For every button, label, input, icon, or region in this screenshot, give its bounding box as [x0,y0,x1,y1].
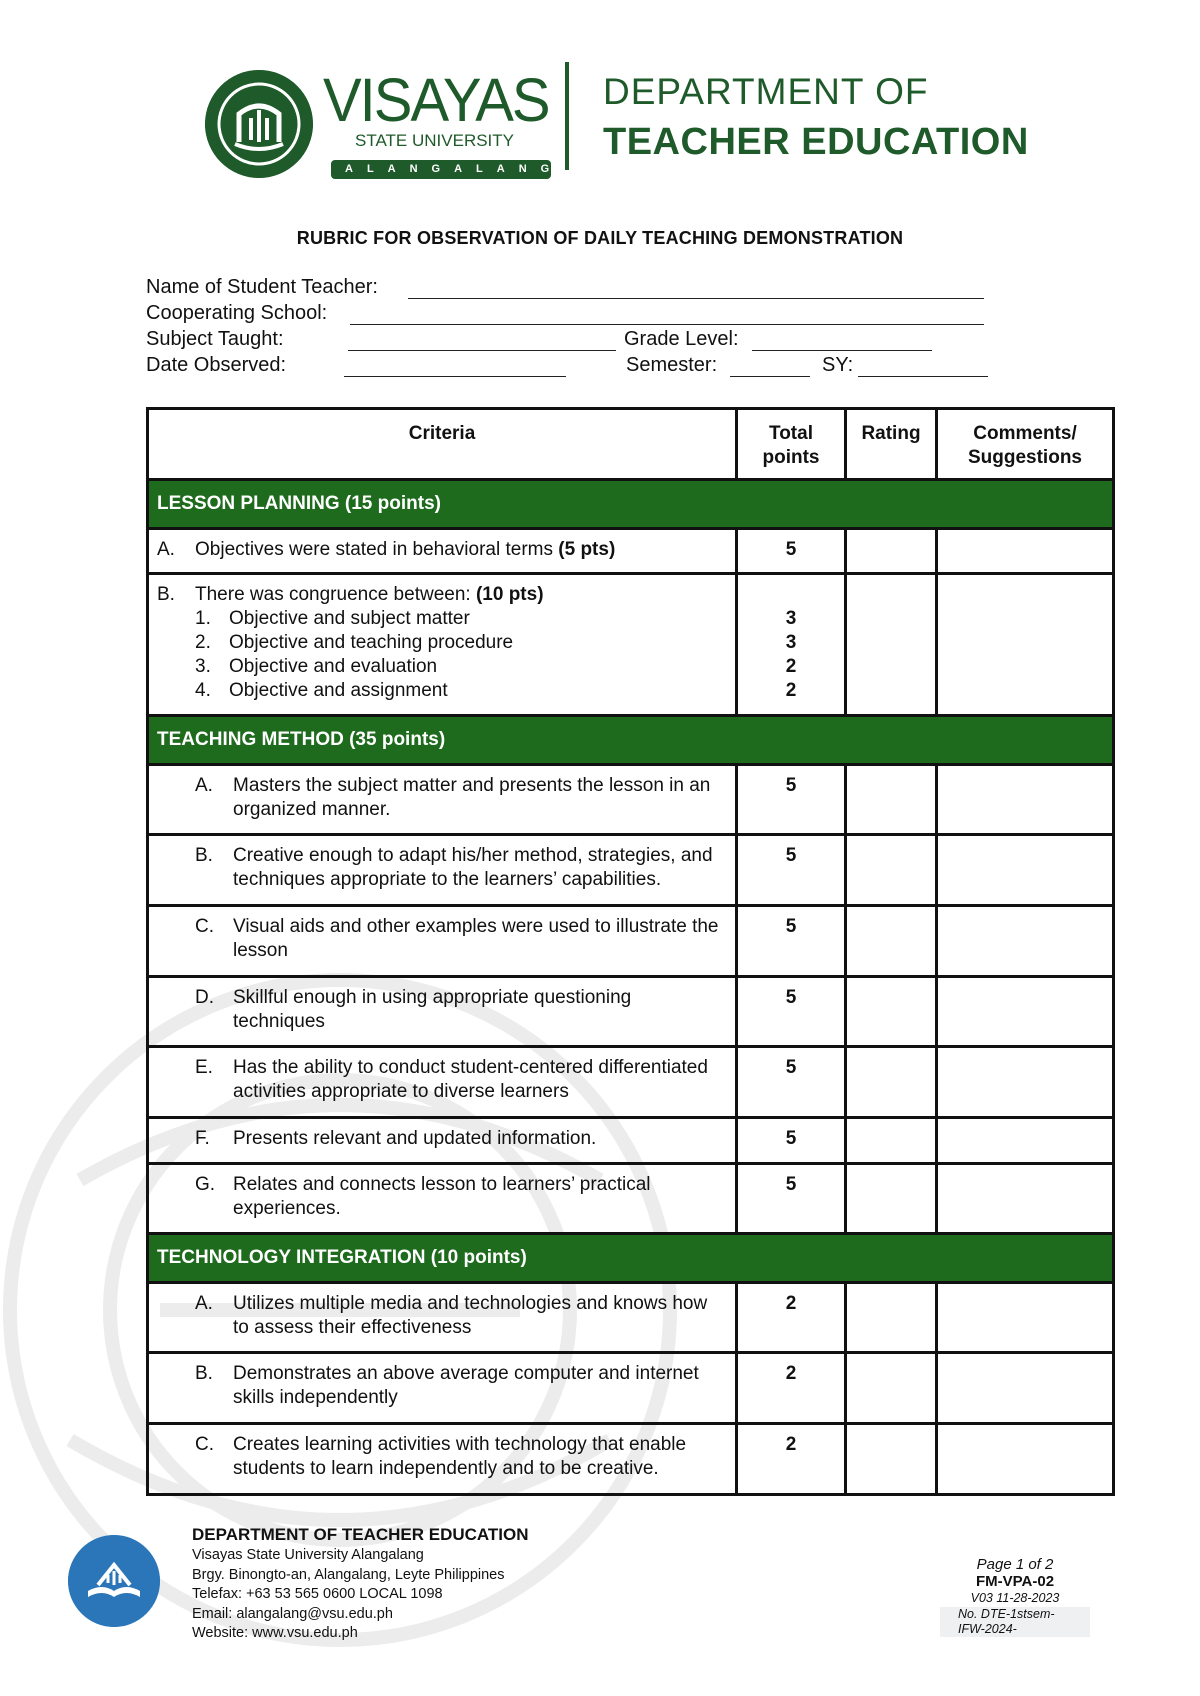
brand-campus: ALANGALANG [331,160,551,179]
comments-cell[interactable] [937,1164,1114,1234]
rating-cell[interactable] [846,1283,937,1353]
footer-email: Email: alangalang@vsu.edu.ph [192,1605,393,1622]
comments-cell[interactable] [937,574,1114,716]
table-row [148,906,1114,977]
criterion-cell: C. Visual aids and other examples were used to illustrate the lesson [148,906,737,977]
criterion-cell: A. Masters the subject matter and presents the lesson in an organized manner. [148,765,737,835]
table-row [148,1118,1114,1164]
points-cell: 5 [737,1118,846,1164]
comments-cell[interactable] [937,1283,1114,1353]
letterhead [205,60,1085,190]
criterion-cell: D. Skillful enough in using appropriate questioning techniques [148,977,737,1047]
comments-cell[interactable] [937,977,1114,1047]
criterion-cell: B. There was congruence between: (10 pts) 1. Objective and subject matter 2. Objective and teaching procedure 3. Objective and evaluation 4. Objective and assignment [148,574,737,716]
points-cell: 5 [737,906,846,977]
table-header-row [148,409,1114,480]
header-divider [565,62,569,170]
table-row [148,1047,1114,1118]
comments-cell[interactable] [937,529,1114,574]
grade-label: Grade Level: [624,328,739,350]
document-title: RUBRIC FOR OBSERVATION OF DAILY TEACHING DEMONSTRATION [296,228,904,248]
points-cell: 5 [737,765,846,835]
criterion-cell: G. Relates and connects lesson to learners’ practical experiences. [148,1164,737,1234]
comments-cell[interactable] [937,1118,1114,1164]
date-row [146,354,986,380]
semester-field[interactable] [730,376,810,377]
criterion-cell: B. Demonstrates an above average computer and internet skills independently [148,1353,737,1424]
points-cell: 2 [737,1353,846,1424]
total-points-header: Total points [737,409,846,480]
brand-sub: STATE UNIVERSITY [355,131,515,150]
footer-contact [192,1524,529,1644]
dept-line2: TEACHER EDUCATION [603,121,1029,163]
rating-cell[interactable] [846,574,937,716]
points-cell: 5 [737,835,846,906]
rating-cell[interactable] [846,1353,937,1424]
sy-field[interactable] [858,376,988,377]
sub-criterion: 1. Objective and subject matter [195,608,470,629]
comments-cell[interactable] [937,765,1114,835]
student-teacher-label: Name of Student Teacher: [146,276,378,298]
sy-label: SY: [822,354,854,376]
table-row [148,1164,1114,1234]
page-info [940,1556,1090,1637]
rating-cell[interactable] [846,1118,937,1164]
subject-field[interactable] [348,350,616,351]
points-cell: 2 [737,1283,846,1353]
sub-criterion: 3. Objective and evaluation [195,656,438,677]
footer-univ: Visayas State University Alangalang [192,1547,424,1563]
school-row [146,302,986,328]
rating-cell[interactable] [846,1047,937,1118]
points-cell: 3 3 2 2 [737,574,846,716]
criteria-header: Criteria [148,409,737,480]
table-row [148,1353,1114,1424]
subject-label: Subject Taught: [146,328,284,350]
table-row [148,1424,1114,1495]
points-cell: 5 [737,977,846,1047]
table-row [148,765,1114,835]
student-teacher-field[interactable] [408,298,984,299]
student-teacher-row [146,276,986,302]
school-label: Cooperating School: [146,302,328,324]
criterion-cell: A. Objectives were stated in behavioral terms (5 pts) [148,529,737,574]
table-row [148,977,1114,1047]
footer-address: Brgy. Binongto-an, Alangalang, Leyte Philippines [192,1566,505,1583]
date-label: Date Observed: [146,354,287,376]
criterion-cell: A. Utilizes multiple media and technologies and knows how to assess their effectiveness [148,1283,737,1353]
open-book-icon [68,1535,160,1627]
rubric-table [146,407,1115,1496]
table-row [148,574,1114,716]
section-lesson-planning: LESSON PLANNING (15 points) [148,480,1114,529]
rating-cell[interactable] [846,835,937,906]
form-version: V03 11-28-2023 [970,1591,1060,1605]
comments-cell[interactable] [937,835,1114,906]
footer-website: Website: www.vsu.edu.ph [192,1625,358,1641]
school-field[interactable] [350,324,984,325]
criterion-cell: B. Creative enough to adapt his/her method, strategies, and techniques appropriate to the learners’ capabilities. [148,835,737,906]
footer-telefax: Telefax: +63 53 565 0600 LOCAL 1098 [192,1586,443,1602]
criterion-cell: E. Has the ability to conduct student-centered differentiated activities appropriate to diverse learners [148,1047,737,1118]
rating-cell[interactable] [846,529,937,574]
table-row [148,1283,1114,1353]
points-cell: 5 [737,529,846,574]
criterion-cell: C. Creates learning activities with technology that enable students to learn independently and to be creative. [148,1424,737,1495]
form-code: FM-VPA-02 [975,1573,1055,1590]
section-technology-integration: TECHNOLOGY INTEGRATION (10 points) [148,1234,1114,1283]
points-cell: 2 [737,1424,846,1495]
rating-cell[interactable] [846,977,937,1047]
rating-header: Rating [846,409,937,480]
points-cell: 5 [737,1047,846,1118]
section-teaching-method: TEACHING METHOD (35 points) [148,716,1114,765]
rating-cell[interactable] [846,906,937,977]
footer-dept: DEPARTMENT OF TEACHER EDUCATION [192,1525,529,1544]
semester-label: Semester: [626,354,718,376]
dept-line1: DEPARTMENT OF [603,71,929,112]
points-cell: 5 [737,1164,846,1234]
page-number: Page 1 of 2 [976,1556,1054,1573]
grade-field[interactable] [752,350,932,351]
table-row [148,529,1114,574]
rating-cell[interactable] [846,765,937,835]
sub-criterion: 2. Objective and teaching procedure [195,632,514,653]
vsu-seal-icon [205,70,313,178]
sub-criterion: 4. Objective and assignment [195,680,448,701]
rating-cell[interactable] [846,1424,937,1495]
rating-cell[interactable] [846,1164,937,1234]
comments-cell[interactable] [937,1353,1114,1424]
control-number: No. DTE-1stsem- IFW-2024- [940,1607,1090,1637]
brand-name: VISAYAS [323,66,549,135]
comments-cell[interactable] [937,1424,1114,1495]
subject-row [146,328,986,354]
criterion-cell: F. Presents relevant and updated information. [148,1118,737,1164]
comments-cell[interactable] [937,906,1114,977]
date-field[interactable] [344,376,566,377]
comments-header: Comments/ Suggestions [937,409,1114,480]
university-wordmark [323,66,564,182]
comments-cell[interactable] [937,1047,1114,1118]
table-row [148,835,1114,906]
